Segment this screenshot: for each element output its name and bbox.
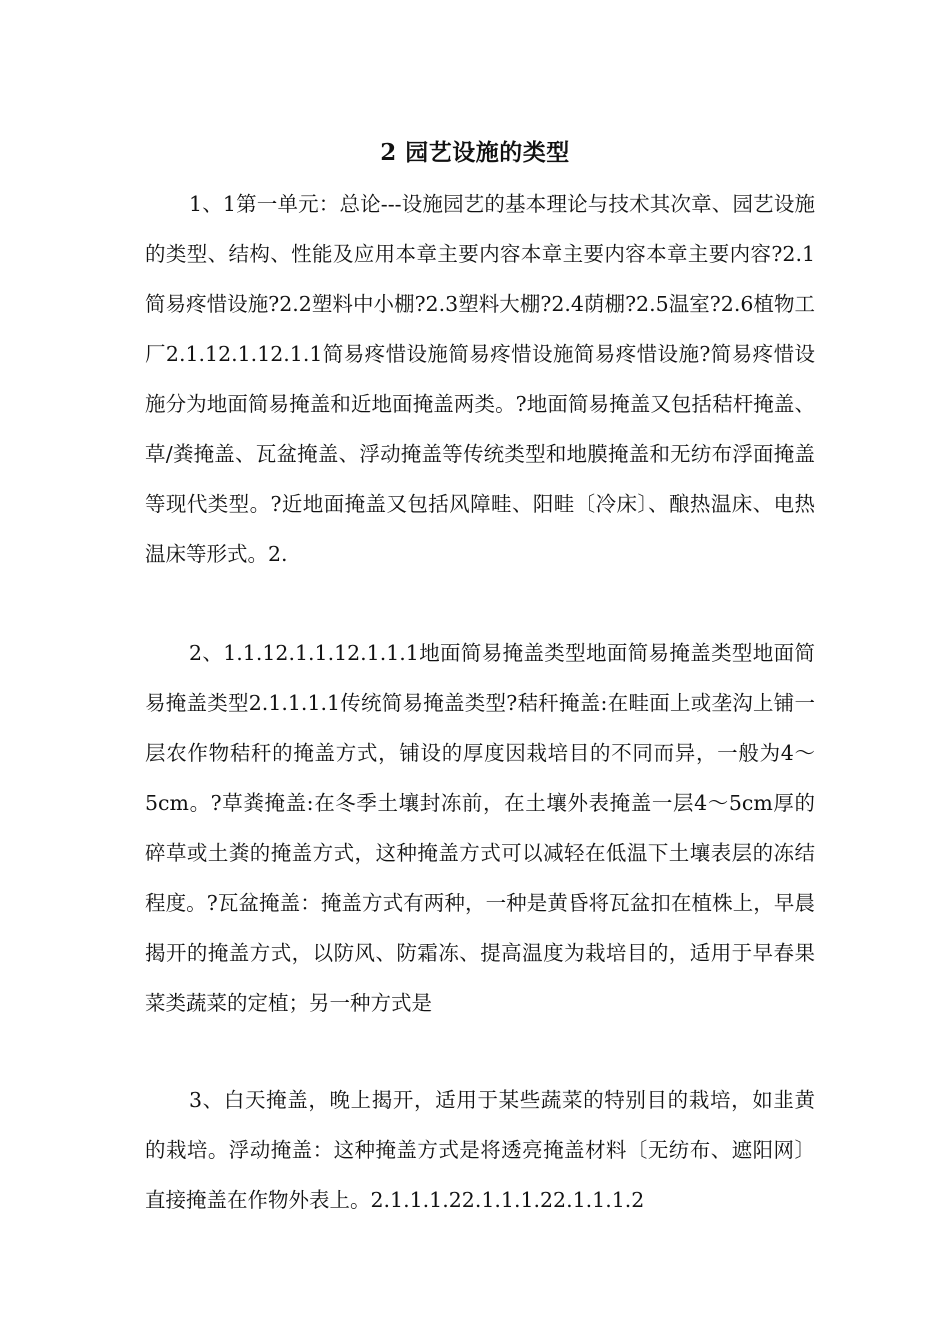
paragraph-1: 1、1第一单元：总论---设施园艺的基本理论与技术其次章、园艺设施的类型、结构、性能及应用本章主要内容本章主要内容本章主要内容?2.1简易疼惜设施?2.2塑料中小棚?2.3塑料大棚?2.4荫棚?2.5温室?2.6植物工厂2.1.12.1.12.1.1简易疼惜设施简易疼惜设施简易疼惜设施?简易疼惜设施分为地面简易掩盖和近地面掩盖两类。?地面简易掩盖又包括秸杆掩盖、草/粪掩盖、瓦盆掩盖、浮动掩盖等传统类型和地膜掩盖和无纺布浮面掩盖等现代类型。?近地面掩盖又包括风障畦、阳畦〔冷床〕、酿热温床、电热温床等形式。2.: [145, 192, 815, 566]
document-title: 2 园艺设施的类型: [380, 139, 570, 166]
paragraph-2: 2、1.1.12.1.1.12.1.1.1地面简易掩盖类型地面简易掩盖类型地面简易掩盖类型2.1.1.1.1传统简易掩盖类型?秸秆掩盖:在畦面上或垄沟上铺一层农作物秸秆的掩盖方式，铺设的厚度因栽培目的不同而异，一般为4～5cm。?草粪掩盖:在冬季土壤封冻前，在土壤外表掩盖一层4～5cm厚的碎草或土粪的掩盖方式，这种掩盖方式可以减轻在低温下土壤表层的冻结程度。?瓦盆掩盖：掩盖方式有两种，一种是黄昏将瓦盆扣在植株上，早晨揭开的掩盖方式，以防风、防霜冻、提高温度为栽培目的，适用于早春果菜类蔬菜的定植；另一种方式是: [145, 641, 815, 1015]
paragraph-3: 3、白天掩盖，晚上揭开，适用于某些蔬菜的特别目的栽培，如韭黄的栽培。浮动掩盖：这种掩盖方式是将透亮掩盖材料〔无纺布、遮阳网〕直接掩盖在作物外表上。2.1.1.1.22.1.1.1.22.1.1.1.2: [145, 1088, 815, 1212]
